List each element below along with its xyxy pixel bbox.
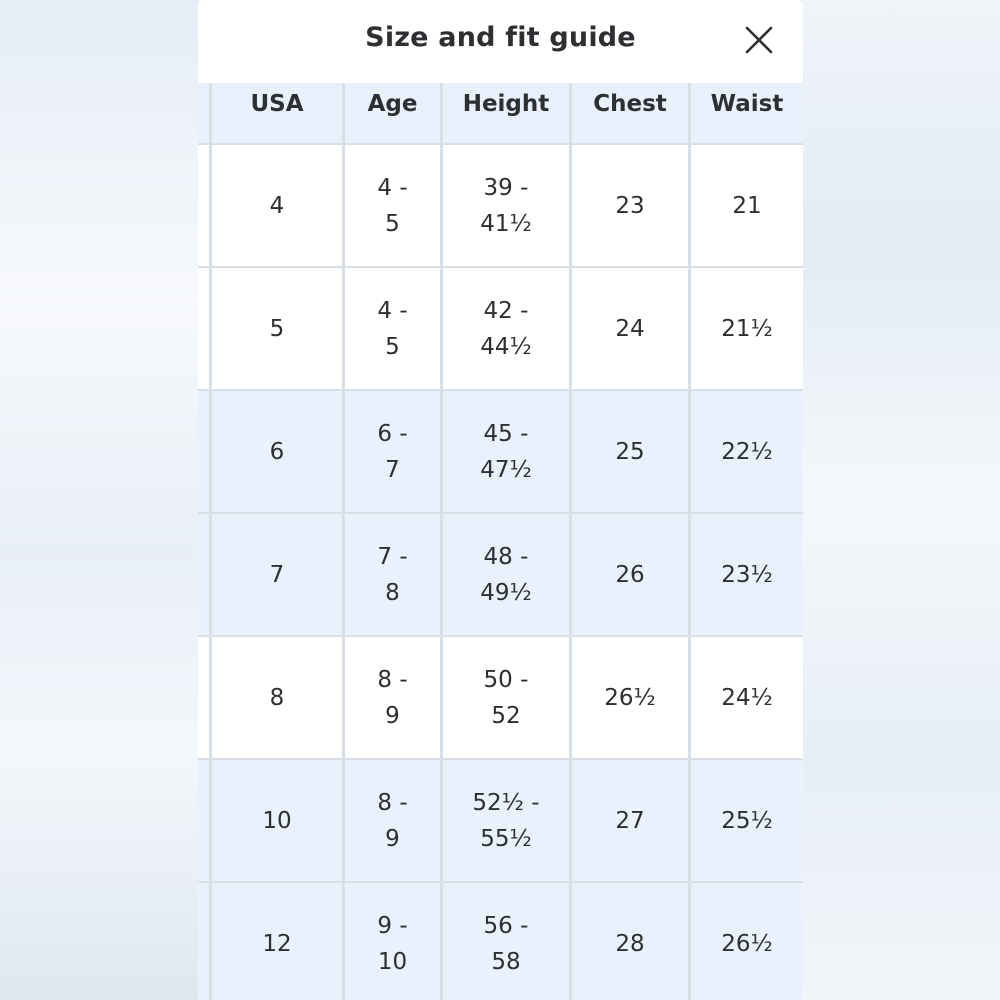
cell-age-line: 5 bbox=[385, 333, 400, 360]
cell-usa: 12 bbox=[212, 883, 345, 1000]
cell-waist: 25½ bbox=[721, 807, 773, 834]
row-lead-strip bbox=[198, 145, 212, 266]
cell-age-line: 8 - bbox=[377, 789, 408, 816]
cell-age-line: 9 bbox=[385, 825, 400, 852]
cell-height-line: 49½ bbox=[480, 579, 532, 606]
cell-age-line: 7 bbox=[385, 456, 400, 483]
background-right bbox=[803, 0, 1000, 1000]
cell-height-line: 47½ bbox=[480, 456, 532, 483]
cell-age-line: 4 - bbox=[377, 297, 408, 324]
cell-chest: 25 bbox=[572, 391, 691, 512]
cell-waist: 21 bbox=[732, 192, 762, 219]
cell-age-line: 8 bbox=[385, 579, 400, 606]
size-table bbox=[198, 83, 803, 1000]
cell-height-line: 48 - bbox=[483, 543, 529, 570]
cell-height-line: 50 - bbox=[483, 666, 529, 693]
cell-chest: 23 bbox=[572, 145, 691, 266]
cell-chest: 27 bbox=[572, 760, 691, 881]
cell-age bbox=[345, 514, 443, 635]
cell-usa: 4 bbox=[212, 145, 345, 266]
cell-usa: 7 bbox=[212, 514, 345, 635]
close-button[interactable] bbox=[741, 22, 777, 58]
column-header-usa: USA bbox=[212, 83, 345, 143]
cell-usa: 5 bbox=[212, 268, 345, 389]
cell-height bbox=[443, 391, 572, 512]
cell-height-line: 44½ bbox=[480, 333, 532, 360]
table-row bbox=[198, 514, 803, 637]
cell-age-line: 4 - bbox=[377, 174, 408, 201]
modal-title: Size and fit guide bbox=[365, 22, 636, 53]
cell-age-line: 10 bbox=[377, 948, 408, 975]
cell-age-line: 9 - bbox=[377, 912, 408, 939]
cell-height bbox=[443, 883, 572, 1000]
column-header-chest: Chest bbox=[572, 83, 691, 143]
cell-age-line: 9 bbox=[385, 702, 400, 729]
cell-chest: 24 bbox=[572, 268, 691, 389]
cell-age bbox=[345, 760, 443, 881]
cell-height bbox=[443, 637, 572, 758]
cell-chest: 28 bbox=[572, 883, 691, 1000]
cell-height bbox=[443, 268, 572, 389]
table-header-row bbox=[198, 83, 803, 145]
cell-age-line: 8 - bbox=[377, 666, 408, 693]
cell-waist: 26½ bbox=[721, 930, 773, 957]
cell-height bbox=[443, 145, 572, 266]
table-row bbox=[198, 760, 803, 883]
row-lead-strip bbox=[198, 514, 212, 635]
row-lead-strip bbox=[198, 760, 212, 881]
cell-height-line: 42 - bbox=[483, 297, 529, 324]
cell-height-line: 52½ - bbox=[472, 789, 540, 816]
table-row bbox=[198, 391, 803, 514]
cell-usa: 8 bbox=[212, 637, 345, 758]
cell-height-line: 41½ bbox=[480, 210, 532, 237]
modal-header bbox=[198, 0, 803, 83]
cell-waist: 23½ bbox=[721, 561, 773, 588]
table-row bbox=[198, 883, 803, 1000]
cell-age bbox=[345, 268, 443, 389]
cell-usa: 6 bbox=[212, 391, 345, 512]
background-left bbox=[0, 0, 198, 1000]
cell-age bbox=[345, 637, 443, 758]
size-guide-modal bbox=[198, 0, 803, 1000]
cell-waist: 21½ bbox=[721, 315, 773, 342]
row-lead-strip bbox=[198, 883, 212, 1000]
cell-chest: 26½ bbox=[572, 637, 691, 758]
row-lead-strip bbox=[198, 83, 212, 143]
cell-chest: 26 bbox=[572, 514, 691, 635]
cell-usa: 10 bbox=[212, 760, 345, 881]
cell-age-line: 6 - bbox=[377, 420, 408, 447]
cell-age bbox=[345, 391, 443, 512]
cell-height-line: 52 bbox=[491, 702, 521, 729]
cell-height-line: 58 bbox=[491, 948, 521, 975]
column-header-height: Height bbox=[443, 83, 572, 143]
row-lead-strip bbox=[198, 637, 212, 758]
cell-waist: 24½ bbox=[721, 684, 773, 711]
cell-age bbox=[345, 145, 443, 266]
cell-height-line: 39 - bbox=[483, 174, 529, 201]
table-row bbox=[198, 637, 803, 760]
cell-height-line: 45 - bbox=[483, 420, 529, 447]
row-lead-strip bbox=[198, 391, 212, 512]
cell-age-line: 5 bbox=[385, 210, 400, 237]
cell-height-line: 56 - bbox=[483, 912, 529, 939]
cell-height bbox=[443, 514, 572, 635]
column-header-waist: Waist bbox=[710, 91, 784, 117]
cell-age-line: 7 - bbox=[377, 543, 408, 570]
cell-age bbox=[345, 883, 443, 1000]
table-row bbox=[198, 268, 803, 391]
table-row bbox=[198, 145, 803, 268]
row-lead-strip bbox=[198, 268, 212, 389]
cell-waist: 22½ bbox=[721, 438, 773, 465]
cell-height bbox=[443, 760, 572, 881]
cell-height-line: 55½ bbox=[480, 825, 532, 852]
column-header-age: Age bbox=[345, 83, 443, 143]
close-icon bbox=[741, 22, 777, 58]
